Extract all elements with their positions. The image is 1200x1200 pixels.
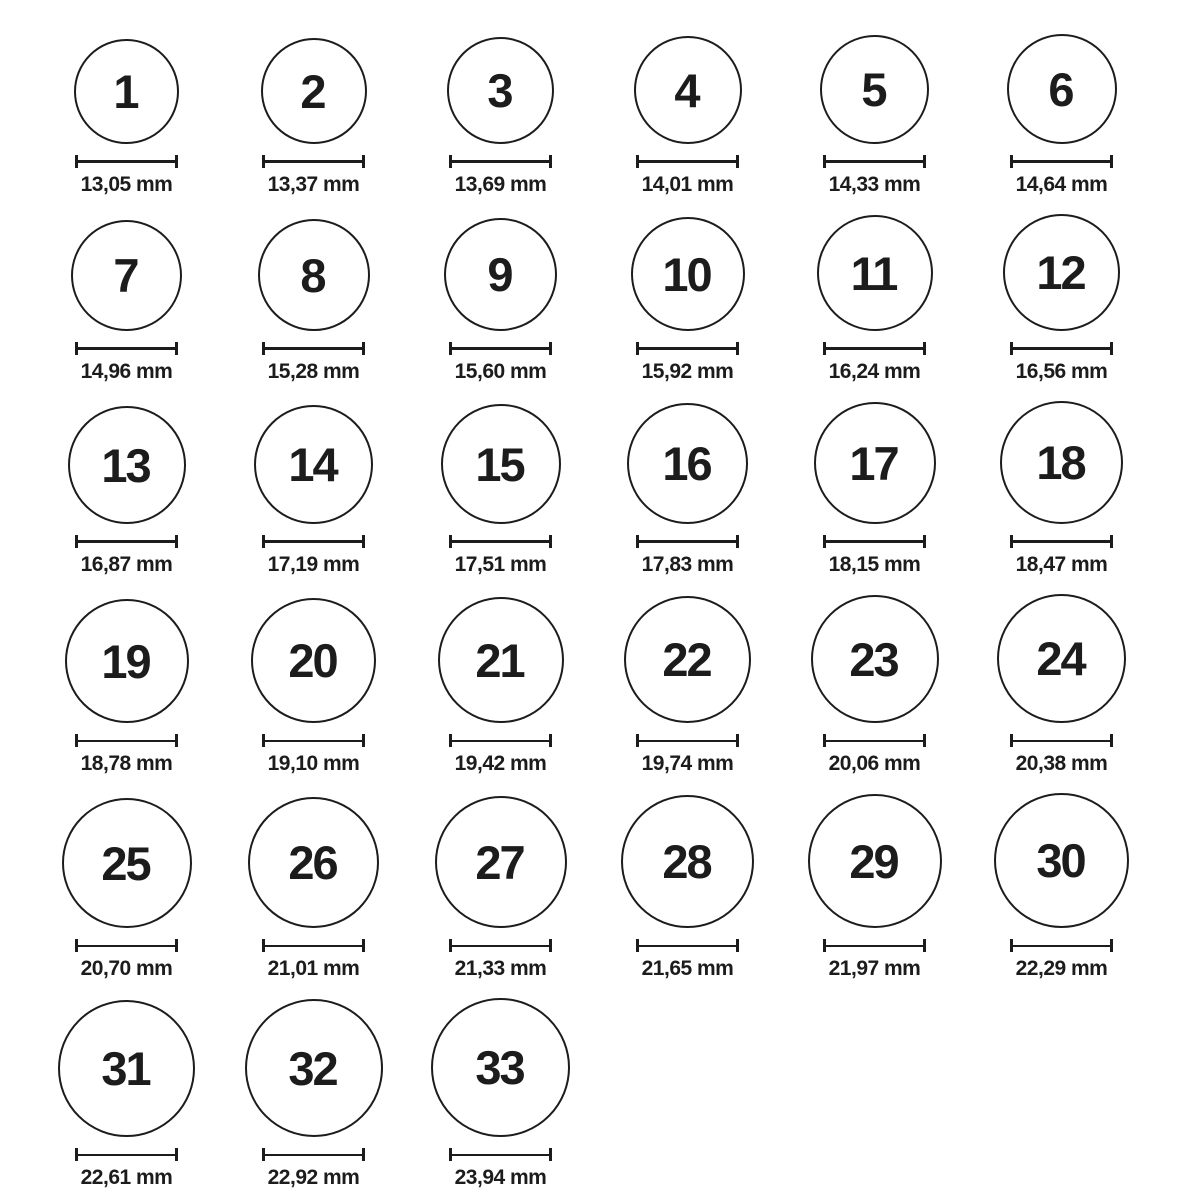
ring-circle	[1003, 214, 1120, 331]
ring-size-item	[407, 34, 594, 196]
diameter-label: 14,96 mm	[80, 360, 173, 384]
diameter-measure-line	[449, 939, 552, 952]
measure-tick-right	[736, 535, 739, 548]
ring-number: 9	[487, 248, 512, 302]
ring-size-item	[594, 401, 781, 576]
measure-bar	[452, 540, 549, 543]
measure-bar	[265, 347, 362, 350]
ring-circle	[631, 217, 745, 331]
measure-bar	[265, 160, 362, 163]
measure-tick-right	[549, 734, 552, 747]
ring-circle	[435, 796, 567, 928]
measure-tick-right	[549, 1148, 552, 1161]
ring-size-row	[33, 998, 1200, 1189]
measure-bar	[826, 945, 923, 948]
ring-number: 23	[849, 632, 898, 686]
ring-size-item	[781, 34, 968, 196]
ring-circle	[1007, 34, 1117, 144]
ring-size-row	[33, 793, 1200, 980]
diameter-label: 19,74 mm	[641, 752, 734, 776]
diameter-label: 22,29 mm	[1015, 957, 1108, 981]
measure-tick-right	[175, 342, 178, 355]
ring-size-row	[33, 34, 1200, 196]
measure-bar	[826, 347, 923, 350]
diameter-measure-line	[262, 939, 365, 952]
ring-number: 7	[113, 249, 138, 303]
ring-circle	[997, 594, 1126, 723]
ring-number: 32	[288, 1041, 337, 1095]
ring-size-item	[220, 214, 407, 383]
measure-bar	[265, 740, 362, 743]
ring-size-item	[407, 401, 594, 576]
measure-tick-right	[1110, 342, 1113, 355]
diameter-measure-line	[75, 155, 178, 168]
ring-size-item	[781, 401, 968, 576]
ring-number: 4	[674, 63, 699, 117]
ring-circle	[811, 595, 939, 723]
ring-circle	[62, 798, 192, 928]
diameter-measure-line	[449, 342, 552, 355]
measure-tick-right	[736, 939, 739, 952]
ring-circle	[438, 597, 564, 723]
measure-tick-right	[175, 734, 178, 747]
measure-tick-right	[549, 155, 552, 168]
ring-size-item	[33, 34, 220, 196]
diameter-label: 18,78 mm	[80, 752, 173, 776]
diameter-label: 17,51 mm	[454, 553, 547, 577]
ring-size-item	[407, 594, 594, 775]
diameter-label: 13,05 mm	[80, 173, 173, 196]
diameter-label: 20,38 mm	[1015, 752, 1108, 776]
diameter-label: 14,33 mm	[828, 173, 921, 196]
measure-bar	[639, 540, 736, 543]
diameter-label: 20,06 mm	[828, 752, 921, 776]
diameter-label: 18,15 mm	[828, 553, 921, 577]
ring-number: 28	[662, 835, 711, 889]
diameter-measure-line	[262, 1148, 365, 1161]
measure-bar	[78, 160, 175, 163]
diameter-measure-line	[449, 1148, 552, 1161]
diameter-label: 16,24 mm	[828, 360, 921, 384]
diameter-label: 15,60 mm	[454, 360, 547, 384]
ring-number: 31	[101, 1042, 150, 1096]
ring-number: 30	[1036, 834, 1085, 888]
measure-bar	[1013, 740, 1110, 743]
measure-tick-right	[1110, 939, 1113, 952]
ring-circle	[251, 598, 376, 723]
measure-tick-right	[923, 734, 926, 747]
diameter-measure-line	[823, 155, 926, 168]
ring-size-item	[968, 793, 1155, 980]
measure-tick-right	[549, 535, 552, 548]
diameter-label: 22,61 mm	[80, 1166, 173, 1190]
ring-size-item	[220, 793, 407, 980]
measure-bar	[826, 540, 923, 543]
measure-tick-right	[736, 155, 739, 168]
measure-tick-right	[1110, 155, 1113, 168]
ring-size-item	[33, 401, 220, 576]
ring-size-item	[33, 793, 220, 980]
diameter-label: 16,87 mm	[80, 553, 173, 577]
ring-circle	[820, 35, 929, 144]
ring-size-item	[594, 793, 781, 980]
ring-number: 8	[300, 248, 325, 302]
measure-bar	[78, 347, 175, 350]
measure-tick-right	[362, 939, 365, 952]
ring-number: 15	[475, 437, 524, 491]
ring-size-row	[33, 594, 1200, 775]
measure-bar	[639, 160, 736, 163]
diameter-measure-line	[1010, 939, 1113, 952]
measure-tick-right	[923, 155, 926, 168]
measure-bar	[1013, 540, 1110, 543]
ring-circle	[58, 1000, 195, 1137]
ring-circle	[808, 794, 942, 928]
diameter-measure-line	[1010, 155, 1113, 168]
measure-tick-right	[362, 155, 365, 168]
diameter-label: 16,56 mm	[1015, 360, 1108, 384]
measure-bar	[452, 347, 549, 350]
ring-circle	[624, 596, 751, 723]
measure-bar	[826, 740, 923, 743]
diameter-measure-line	[636, 155, 739, 168]
ring-number: 14	[288, 438, 337, 492]
ring-number: 27	[475, 835, 524, 889]
ring-number: 2	[300, 64, 325, 118]
ring-number: 11	[850, 246, 897, 300]
ring-number: 33	[475, 1041, 524, 1095]
diameter-measure-line	[75, 734, 178, 747]
ring-circle	[254, 405, 373, 524]
ring-circle	[431, 998, 570, 1137]
measure-bar	[639, 945, 736, 948]
ring-size-item	[220, 401, 407, 576]
diameter-measure-line	[823, 734, 926, 747]
ring-number: 26	[288, 836, 337, 890]
measure-tick-right	[362, 535, 365, 548]
ring-circle	[634, 36, 742, 144]
ring-circle	[621, 795, 754, 928]
ring-number: 5	[861, 63, 886, 116]
measure-tick-right	[549, 939, 552, 952]
measure-bar	[452, 1154, 549, 1157]
ring-size-item	[594, 34, 781, 196]
diameter-label: 20,70 mm	[80, 957, 173, 981]
diameter-measure-line	[262, 155, 365, 168]
diameter-measure-line	[636, 734, 739, 747]
diameter-label: 21,97 mm	[828, 957, 921, 981]
diameter-measure-line	[75, 1148, 178, 1161]
measure-bar	[78, 540, 175, 543]
ring-circle	[1000, 401, 1123, 524]
diameter-measure-line	[1010, 342, 1113, 355]
measure-bar	[639, 347, 736, 350]
ring-circle	[65, 599, 189, 723]
measure-tick-right	[736, 734, 739, 747]
ring-size-item	[781, 793, 968, 980]
measure-bar	[265, 540, 362, 543]
diameter-measure-line	[449, 535, 552, 548]
diameter-label: 13,69 mm	[454, 173, 547, 196]
ring-number: 18	[1036, 436, 1085, 490]
diameter-measure-line	[262, 342, 365, 355]
measure-bar	[78, 945, 175, 948]
ring-circle	[261, 38, 367, 144]
ring-number: 24	[1036, 632, 1085, 686]
ring-circle	[74, 39, 179, 144]
measure-tick-right	[175, 155, 178, 168]
ring-number: 22	[662, 633, 711, 687]
ring-size-item	[594, 214, 781, 383]
diameter-measure-line	[1010, 535, 1113, 548]
ring-size-item	[407, 998, 594, 1189]
measure-tick-right	[175, 1148, 178, 1161]
diameter-measure-line	[823, 342, 926, 355]
measure-bar	[452, 945, 549, 948]
measure-tick-right	[736, 342, 739, 355]
measure-bar	[265, 945, 362, 948]
ring-number: 17	[849, 436, 898, 490]
diameter-measure-line	[75, 535, 178, 548]
ring-circle	[994, 793, 1129, 928]
diameter-label: 22,92 mm	[267, 1166, 360, 1190]
ring-circle	[444, 218, 557, 331]
ring-number: 3	[487, 64, 512, 117]
diameter-measure-line	[636, 535, 739, 548]
diameter-label: 23,94 mm	[454, 1166, 547, 1190]
ring-circle	[627, 403, 748, 524]
measure-bar	[265, 1154, 362, 1157]
ring-size-item	[33, 594, 220, 775]
measure-tick-right	[1110, 535, 1113, 548]
diameter-measure-line	[636, 342, 739, 355]
ring-circle	[258, 219, 370, 331]
ring-number: 10	[662, 247, 711, 301]
measure-tick-right	[923, 342, 926, 355]
measure-tick-right	[362, 1148, 365, 1161]
ring-size-item	[968, 401, 1155, 576]
measure-tick-right	[362, 734, 365, 747]
diameter-label: 15,28 mm	[267, 360, 360, 384]
ring-circle	[68, 406, 186, 524]
diameter-measure-line	[262, 535, 365, 548]
measure-bar	[78, 1154, 175, 1157]
ring-circle	[71, 220, 182, 331]
diameter-label: 21,33 mm	[454, 957, 547, 981]
diameter-label: 14,64 mm	[1015, 173, 1108, 196]
measure-tick-right	[549, 342, 552, 355]
ring-circle	[447, 37, 554, 144]
diameter-measure-line	[449, 155, 552, 168]
diameter-measure-line	[636, 939, 739, 952]
ring-size-item	[220, 594, 407, 775]
ring-number: 21	[475, 633, 524, 687]
diameter-measure-line	[75, 342, 178, 355]
ring-size-item	[407, 214, 594, 383]
measure-bar	[826, 160, 923, 163]
ring-number: 20	[288, 634, 337, 688]
diameter-label: 17,83 mm	[641, 553, 734, 577]
ring-number: 19	[101, 634, 150, 688]
measure-bar	[452, 160, 549, 163]
diameter-label: 19,42 mm	[454, 752, 547, 776]
ring-circle	[441, 404, 561, 524]
diameter-measure-line	[823, 535, 926, 548]
ring-size-item	[968, 594, 1155, 775]
ring-number: 16	[662, 437, 711, 491]
measure-bar	[1013, 347, 1110, 350]
ring-number: 29	[849, 834, 898, 888]
diameter-label: 13,37 mm	[267, 173, 360, 196]
ring-size-item	[33, 998, 220, 1189]
ring-circle	[245, 999, 383, 1137]
ring-size-item	[220, 998, 407, 1189]
ring-size-item	[781, 594, 968, 775]
measure-tick-right	[923, 939, 926, 952]
ring-number: 6	[1048, 62, 1073, 116]
measure-bar	[1013, 160, 1110, 163]
measure-bar	[1013, 945, 1110, 948]
diameter-label: 21,01 mm	[267, 957, 360, 981]
diameter-measure-line	[1010, 734, 1113, 747]
measure-bar	[78, 740, 175, 743]
ring-number: 1	[113, 65, 138, 118]
diameter-label: 18,47 mm	[1015, 553, 1108, 577]
diameter-label: 14,01 mm	[641, 173, 734, 196]
ring-size-row	[33, 401, 1200, 576]
ring-size-row	[33, 214, 1200, 383]
ring-circle	[814, 402, 936, 524]
ring-size-item	[968, 34, 1155, 196]
measure-bar	[639, 740, 736, 743]
diameter-measure-line	[75, 939, 178, 952]
ring-number: 12	[1036, 246, 1085, 300]
diameter-label: 15,92 mm	[641, 360, 734, 384]
diameter-measure-line	[262, 734, 365, 747]
diameter-measure-line	[449, 734, 552, 747]
diameter-measure-line	[823, 939, 926, 952]
ring-size-item	[407, 793, 594, 980]
measure-tick-right	[362, 342, 365, 355]
measure-bar	[452, 740, 549, 743]
measure-tick-right	[175, 939, 178, 952]
ring-circle	[248, 797, 379, 928]
ring-size-item	[594, 594, 781, 775]
ring-circle	[817, 215, 933, 331]
diameter-label: 17,19 mm	[267, 553, 360, 577]
ring-number: 13	[101, 438, 150, 492]
measure-tick-right	[923, 535, 926, 548]
measure-tick-right	[1110, 734, 1113, 747]
ring-size-item	[220, 34, 407, 196]
ring-size-item	[33, 214, 220, 383]
measure-tick-right	[175, 535, 178, 548]
ring-size-item	[781, 214, 968, 383]
diameter-label: 19,10 mm	[267, 752, 360, 776]
ring-size-item	[968, 214, 1155, 383]
diameter-label: 21,65 mm	[641, 957, 734, 981]
ring-number: 25	[101, 836, 150, 890]
